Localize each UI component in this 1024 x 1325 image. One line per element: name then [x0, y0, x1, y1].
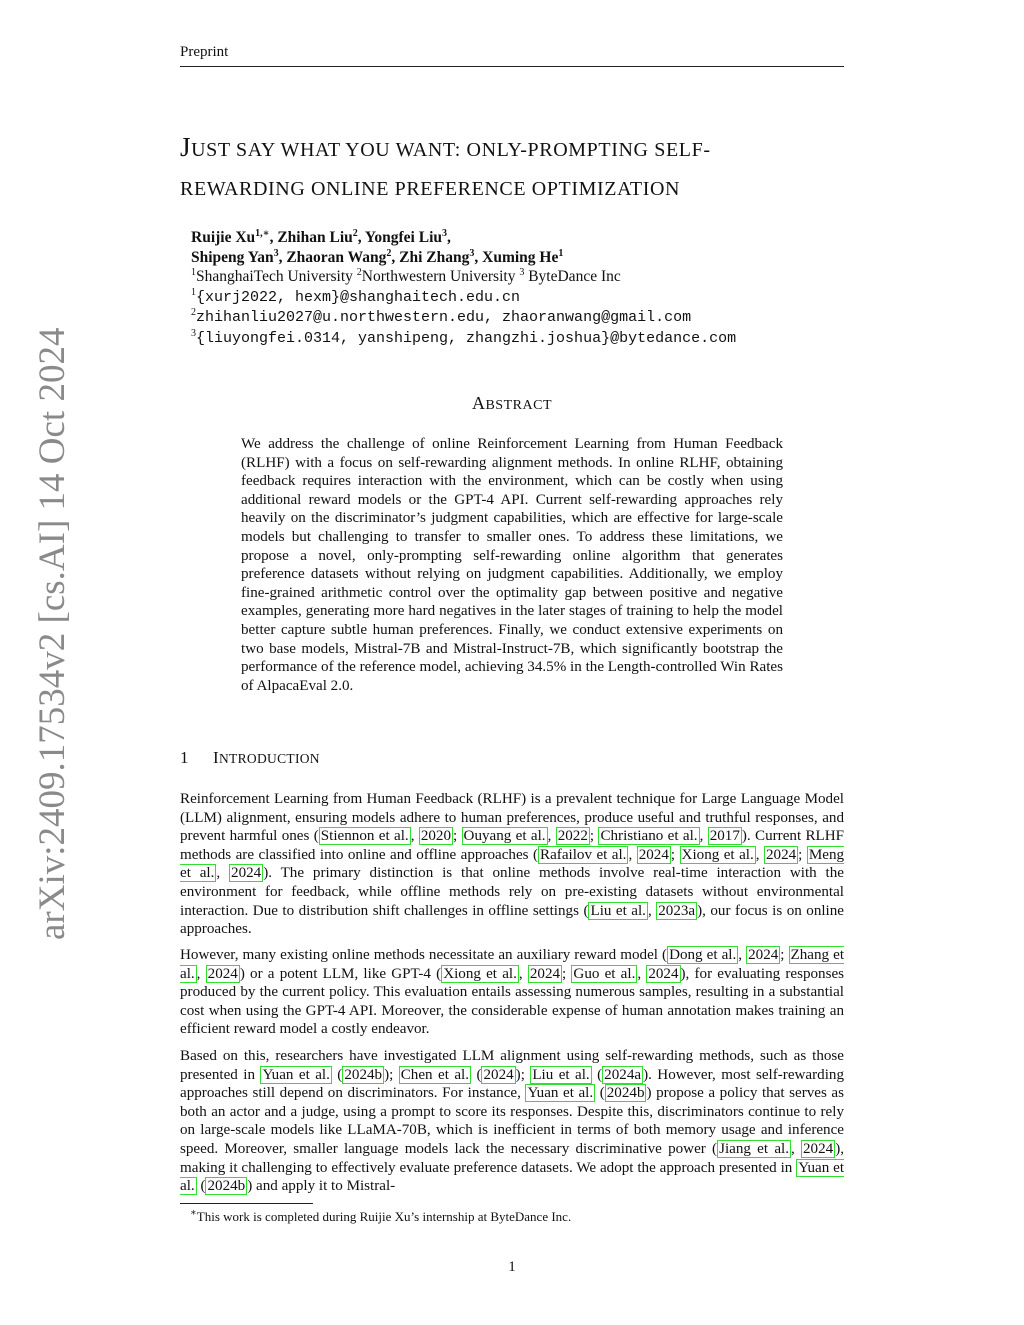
paragraph-text: , — [755, 846, 764, 863]
section-heading-introduction — [180, 748, 320, 768]
running-header — [180, 44, 844, 67]
citation-link[interactable]: 2024 — [748, 947, 779, 963]
footnote-text: This work is completed during Ruijie Xu’s internship at ByteDance Inc. — [196, 1209, 572, 1224]
citation-link[interactable]: 2024b — [207, 1178, 246, 1195]
citation-link[interactable]: Dong et al. — [669, 947, 737, 963]
citation-link[interactable]: Jiang et al. — [719, 1140, 789, 1157]
paragraph-text: , — [518, 965, 528, 982]
paragraph-text: ), for evaluating responses produced by the current policy. This evaluation entails assessing numerous samples, resulting in a substantial cost when using the GPT-4 API. Moreover, the considerable expense of human annotation makes training an efficient reward model a costly endeavor. — [180, 965, 845, 1038]
email-line — [191, 307, 851, 328]
paragraph-text: , — [738, 947, 747, 963]
citation-link[interactable]: Yuan et al. — [262, 1066, 330, 1083]
title-line-1: JUST SAY WHAT YOU WANT: ONLY-PROMPTING SELF- — [180, 132, 711, 162]
email-address[interactable]: {liuyongfei.0314, yanshipeng, zhangzhi.joshua}@bytedance.com — [196, 329, 737, 347]
affiliation-name: ShanghaiTech University — [196, 268, 357, 285]
paragraph-text: , — [647, 902, 657, 919]
author-name: , — [447, 229, 451, 246]
paragraph-text: ; — [798, 846, 807, 863]
affiliation-number: 1 — [191, 286, 196, 298]
affiliation-marker: 1,∗ — [255, 227, 270, 239]
citation-link[interactable]: 2024 — [765, 846, 797, 863]
affiliation-marker: 2 — [386, 247, 392, 259]
footnote-marker: ∗ — [190, 1207, 197, 1219]
citation-link[interactable]: Yuan et al. — [180, 1159, 845, 1195]
citation-link[interactable]: 2024b — [344, 1066, 383, 1083]
citation-link[interactable]: 2024b — [606, 1085, 645, 1102]
abstract-heading: ABSTRACT — [471, 393, 553, 413]
citation-link[interactable]: Stiennon et al. — [320, 828, 409, 845]
paragraph-text: , — [699, 828, 708, 845]
citation-link[interactable]: 2024 — [529, 965, 561, 982]
page-number: 1 — [508, 1259, 516, 1275]
author-name: , Yongfei Liu — [357, 229, 443, 246]
affiliation-line — [191, 267, 851, 287]
email-address[interactable]: {xurj2022, hexm}@shanghaitech.edu.cn — [196, 288, 521, 306]
citation-link[interactable]: Rafailov et al. — [540, 846, 627, 863]
running-head-text: Preprint — [180, 44, 229, 60]
paragraph-text: ; — [780, 947, 789, 963]
section-number: 1 — [180, 748, 189, 767]
paragraph-text: ), our focus is on online approaches. — [180, 902, 844, 938]
paragraph-text: ; — [670, 846, 680, 863]
citation-link[interactable]: 2022 — [557, 828, 588, 845]
footnote-rule — [180, 1203, 313, 1204]
paragraph-text: However, many existing online methods necessitate an auxiliary reward model ( — [180, 947, 668, 963]
paragraph-text: ) or a potent LLM, like GPT-4 ( — [239, 965, 442, 982]
affiliation-marker: 3 — [273, 247, 279, 259]
citation-link[interactable]: 2020 — [420, 828, 451, 845]
intro-paragraph-1 — [180, 790, 844, 939]
citation-link[interactable]: 2024 — [231, 865, 262, 882]
citation-link[interactable]: Liu et al. — [590, 902, 646, 919]
intro-paragraph-2 — [180, 946, 844, 1039]
email-address[interactable]: zhihanliu2027@u.northwestern.edu, zhaoranwang@gmail.com — [196, 309, 692, 326]
paragraph-text: , — [196, 965, 206, 982]
paragraph-text: ). The primary distinction is that online methods involve real-time interaction with the environment for feedback, while offline methods rely on pre-existing datasets without environmental interaction. Due to distribution shift challenges in offline settings ( — [180, 865, 844, 919]
citation-link[interactable]: Guo et al. — [573, 965, 636, 982]
paragraph-text: Reinforcement Learning from Human Feedback (RLHF) is a prevalent technique for Large Language Model (LLM) alignment, ensuring models adhere to human preferences, produce useful and truthful responses, and prevent harmful ones ( — [180, 791, 844, 845]
affiliation-number: 2 — [191, 306, 196, 318]
title-line-2: REWARDING ONLINE PREFERENCE OPTIMIZATION — [180, 178, 681, 200]
citation-link[interactable]: Xiong et al. — [681, 846, 754, 863]
author-block — [191, 228, 851, 348]
paragraph-text: , — [790, 1140, 801, 1157]
citation-link[interactable]: Ouyang et al. — [463, 828, 546, 845]
affiliation-marker: 3 — [442, 227, 448, 239]
citation-link[interactable]: 2024 — [207, 965, 238, 982]
citation-link[interactable]: 2024 — [648, 965, 679, 982]
affiliation-name: Northwestern University — [361, 268, 520, 285]
citation-link[interactable]: Zhang et al. — [180, 947, 845, 982]
paragraph-text: ); — [515, 1066, 531, 1083]
email-line — [191, 287, 851, 308]
citation-link[interactable]: 2024 — [638, 846, 669, 863]
author-name: Shipeng Yan — [191, 248, 274, 266]
paragraph-text: , — [628, 846, 637, 863]
paragraph-text: ( — [591, 1066, 603, 1083]
author-line-1 — [191, 228, 851, 248]
paragraph-text: ). Current RLHF methods are classified into online and offline approaches ( — [180, 828, 845, 863]
paragraph-text: Based on this, researchers have investigated LLM alignment using self-rewarding methods, such as those presented in — [180, 1048, 844, 1083]
arxiv-identifier-stamp: arXiv:2409.17534v2 [cs.AI] 14 Oct 2024 — [32, 327, 73, 940]
paragraph-text: ) and apply it to Mistral- — [247, 1178, 396, 1195]
footnote — [190, 1209, 571, 1225]
affiliation-name: ByteDance Inc — [524, 268, 621, 285]
paragraph-text: ), making it challenging to effectively evaluate preference datasets. We adopt the approach presented in — [180, 1140, 844, 1176]
author-name: , Zhihan Liu — [269, 229, 353, 246]
author-name: , Zhaoran Wang — [278, 248, 387, 266]
affiliation-number: 2 — [356, 266, 362, 278]
paragraph-text: , — [410, 828, 419, 845]
affiliation-number: 1 — [191, 266, 196, 278]
abstract-text: We address the challenge of online Reinforcement Learning from Human Feedback (RLHF) with a focus on self-rewarding alignment methods. In online RLHF, obtaining feedback requires interaction with the environment, which can be costly when using additional reward models or the GPT-4 API. Current self-rewarding approaches rely heavily on the discriminator’s judgment capabilities, which are effective for large-scale models but challenging to transfer to smaller ones. To address these limitations, we propose a novel, only-prompting self-rewarding online algorithm that generates preference datasets without relying on judgment capabilities. Additionally, we employ fine-grained arithmetic control over the optimality gap between positive and negative examples, generating more hard negatives in the later stages of training to help the model better capture subtle human preferences. Finally, we conduct extensive experiments on two base models, Mistral-7B and Mistral-Instruct-7B, which significantly bootstrap the performance of the reference model, achieving 34.5% in the Length-controlled Win Rates of AlpacaEval 2.0. — [241, 436, 783, 694]
paragraph-text: ; — [453, 828, 462, 845]
citation-link[interactable]: Meng et al. — [180, 846, 845, 882]
citation-link[interactable]: Christiano et al. — [600, 828, 698, 845]
affiliation-number: 3 — [519, 266, 525, 278]
paper-title — [180, 128, 860, 208]
citation-link[interactable]: 2017 — [709, 828, 740, 845]
citation-link[interactable]: Xiong et al. — [443, 965, 517, 982]
citation-link[interactable]: 2024 — [483, 1066, 514, 1083]
paragraph-text: ). However, most self-rewarding approaches still depend on discriminators. For instance, — [180, 1066, 844, 1102]
paragraph-text: ) propose a policy that serves as both an actor and a judge, using a prompt to score its responses. Despite this, discriminators continue to rely on large-scale models like LLaMA-70B, which is inefficient in terms of both memory usage and inference speed. Moreover, smaller language models lack the necessary discriminative power ( — [180, 1085, 844, 1157]
email-line — [191, 328, 851, 349]
paragraph-text: , — [547, 828, 556, 845]
author-name: , Zhi Zhang — [391, 248, 470, 266]
email-lines — [191, 287, 851, 349]
paragraph-text: ( — [471, 1066, 482, 1083]
affiliation-marker: 1 — [558, 247, 564, 259]
affiliation-number: 3 — [191, 327, 196, 339]
paragraph-text: ); — [384, 1066, 399, 1083]
citation-link[interactable]: Yuan et al. — [527, 1085, 594, 1102]
citation-link[interactable]: Chen et al. — [400, 1066, 470, 1083]
citation-link[interactable]: 2023a — [658, 902, 696, 919]
citation-link[interactable]: 2024 — [803, 1140, 834, 1157]
paragraph-text: , — [637, 965, 647, 982]
affiliation-marker: 2 — [352, 227, 358, 239]
affiliation-marker: 3 — [469, 247, 475, 259]
paragraph-text: ( — [331, 1066, 343, 1083]
author-name: Ruijie Xu — [191, 229, 256, 246]
paragraph-text: ; — [589, 828, 599, 845]
intro-paragraph-3 — [180, 1047, 844, 1196]
paragraph-text: , — [216, 865, 230, 882]
paragraph-text: ; — [562, 965, 572, 982]
citation-link[interactable]: 2024a — [604, 1066, 642, 1083]
paragraph-text: ( — [595, 1085, 605, 1102]
author-line-2 — [191, 248, 851, 268]
author-name: , Xuming He — [474, 248, 559, 266]
citation-link[interactable]: Liu et al. — [532, 1066, 590, 1083]
section-title: INTRODUCTION — [213, 748, 320, 767]
paragraph-text: ( — [196, 1178, 206, 1195]
